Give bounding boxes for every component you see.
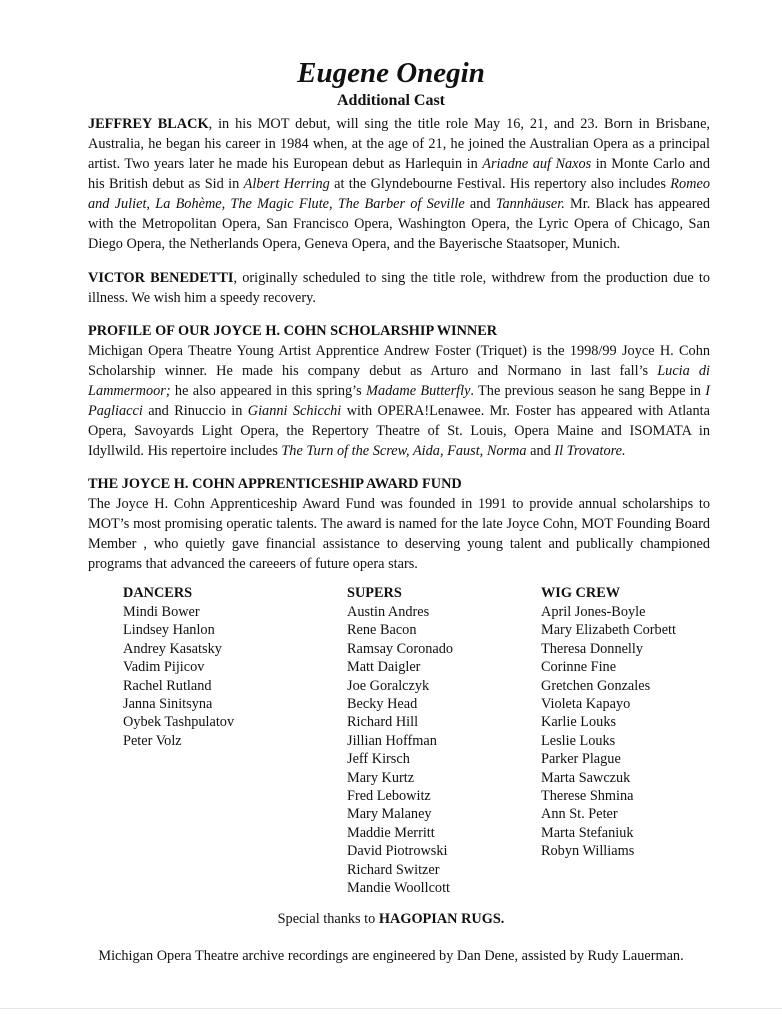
credit-name: Oybek Tashpulatov	[123, 714, 235, 731]
credit-name: David Piotrowski	[347, 843, 448, 860]
credit-name: Karlie Louks	[541, 714, 617, 731]
credit-name: Rene Bacon	[347, 622, 417, 639]
credit-name: Jillian Hoffman	[347, 732, 437, 749]
credit-name: Marta Sawczuk	[541, 769, 631, 786]
credit-name: April Jones-Boyle	[541, 604, 646, 620]
wig-crew-column	[541, 583, 676, 861]
bottom-divider	[0, 1008, 782, 1009]
credit-name: Mindi Bower	[123, 604, 200, 620]
credit-name: Ann St. Peter	[541, 806, 618, 823]
scholarship-heading: PROFILE OF OUR JOYCE H. COHN SCHOLARSHIP WINNER	[88, 323, 498, 339]
bio-name: JEFFREY BLACK	[88, 116, 209, 132]
credit-name: Robyn Williams	[541, 843, 635, 860]
credit-name: Corinne Fine	[541, 659, 617, 676]
credit-name: Theresa Donnelly	[541, 640, 644, 657]
credit-name: Richard Switzer	[347, 861, 440, 878]
credit-name: Leslie Louks	[541, 732, 616, 749]
credit-name: Therese Shmina	[541, 788, 634, 805]
supers-list	[347, 603, 453, 898]
award-fund-section	[88, 474, 710, 574]
scholarship-section	[88, 321, 710, 461]
credit-name: Gretchen Gonzales	[541, 677, 651, 694]
credit-name: Ramsay Coronado	[347, 640, 454, 657]
credit-name: Marta Stefaniuk	[541, 824, 634, 841]
credit-name: Maddie Merritt	[347, 824, 435, 841]
credit-name: Rachel Rutland	[123, 677, 212, 694]
credit-name: Lindsey Hanlon	[123, 622, 215, 639]
credit-name: Peter Volz	[123, 732, 182, 749]
credit-name: Joe Goralczyk	[347, 677, 430, 694]
special-thanks: Special thanks to HAGOPIAN RUGS.	[277, 911, 505, 927]
credit-name: Jeff Kirsch	[347, 751, 410, 768]
archive-credit: Michigan Opera Theatre archive recordings are engineered by Dan Dene, assisted by Rudy Lauerman.	[98, 948, 684, 964]
credit-name: Mary Malaney	[347, 806, 432, 823]
sponsor-name: HAGOPIAN RUGS.	[378, 911, 505, 927]
supers-heading: SUPERS	[347, 585, 402, 601]
bio-jeffrey-black: JEFFREY BLACK, in his MOT debut, will sing the title role May 16, 21, and 23. Born in Brisbane, Australia, he began his career in 1984 when, at the age of 21, he joined the Australian Opera as a principal artist. Two years later he made his European debut as Harlequin in Ariadne auf Naxos in Monte Carlo and his British debut as Sid in Albert Herring at the Glyndebourne Festival. His repertory also includes Romeo and Juliet, La Bohème, The Magic Flute, The Barber of Seville and Tannhäuser. Mr. Black has appeared with the Metropolitan Opera, San Francisco Opera, Washington Opera, the Lyric Opera of Chicago, San Diego Opera, the Netherlands Opera, Geneva Opera, and the Bayerische Staatsoper, Munich.	[88, 116, 710, 252]
page-subtitle: Additional Cast	[336, 92, 446, 109]
award-fund-heading: THE JOYCE H. COHN APPRENTICESHIP AWARD FUND	[88, 476, 462, 492]
credit-name: Mary Elizabeth Corbett	[541, 622, 676, 639]
body-text	[88, 114, 710, 574]
supers-column	[347, 583, 453, 898]
credit-name: Fred Lebowitz	[347, 788, 431, 805]
credit-name: Andrey Kasatsky	[123, 640, 222, 657]
scholarship-text: Michigan Opera Theatre Young Artist Apprentice Andrew Foster (Triquet) is the 1998/99 Joyce H. Cohn Scholarship winner. He made his company debut as Arturo and Normano in last fall’s Lucia di Lammermoor; he also appeared in this spring’s Madame Butterfly. The previous season he sang Beppe in I Pagliacci and Rinuccio in Gianni Schicchi with OPERA!Lenawee. Mr. Foster has appeared with Atlanta Opera, Savoyards Light Opera, the Repertory Theatre of St. Louis, Opera Maine and ISOMATA in Idyllwild. His repertoire includes The Turn of the Screw, Aida, Faust, Norma and Il Trovatore.	[88, 343, 711, 459]
credit-name: Janna Sinitsyna	[123, 696, 213, 713]
credit-name: Austin Andres	[347, 604, 430, 620]
credit-name: Becky Head	[347, 696, 418, 713]
page-title: Eugene Onegin	[297, 57, 485, 89]
dancers-list	[123, 603, 234, 750]
credit-name: Violeta Kapayo	[541, 696, 631, 713]
credit-name: Mary Kurtz	[347, 769, 415, 786]
credit-name: Vadim Pijicov	[123, 659, 205, 676]
credit-name: Mandie Woollcott	[347, 880, 451, 897]
wig-crew-list	[541, 603, 676, 861]
notice-victor-benedetti: VICTOR BENEDETTI, originally scheduled to sing the title role, withdrew from the production due to illness. We wish him a speedy recovery.	[88, 270, 710, 306]
award-fund-text: The Joyce H. Cohn Apprenticeship Award Fund was founded in 1991 to provide annual scholarships to MOT’s most promising operatic talents. The award is named for the late Joyce Cohn, MOT Founding Board Member , who quietly gave financial assistance to deserving young talent and publically championed programs that advanced the careeers of future opera stars.	[88, 496, 710, 572]
dancers-column	[123, 583, 234, 750]
credit-name: Richard Hill	[347, 714, 419, 731]
credit-name: Matt Daigler	[347, 659, 421, 676]
wig-crew-heading: WIG CREW	[541, 585, 621, 601]
credit-name: Parker Plague	[541, 751, 621, 768]
notice-name: VICTOR BENEDETTI	[88, 270, 234, 286]
dancers-heading: DANCERS	[123, 585, 193, 601]
